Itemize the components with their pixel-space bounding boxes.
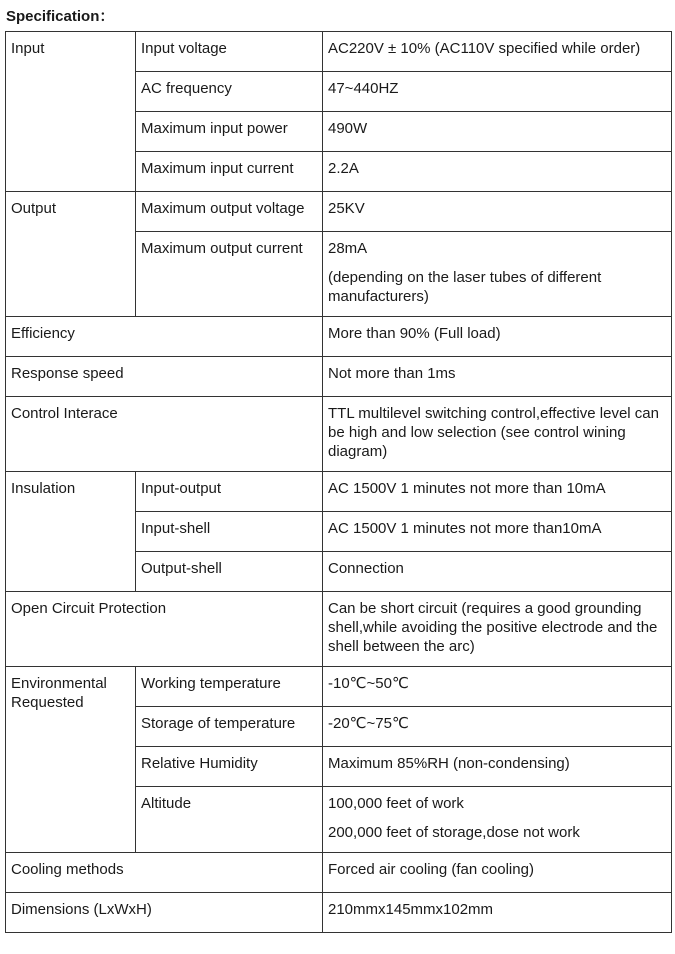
group-label-insulation: Insulation — [6, 472, 136, 592]
value-altitude — [323, 787, 672, 853]
table-row — [6, 357, 672, 397]
table-row — [6, 472, 672, 512]
param-ac-frequency: AC frequency — [136, 72, 323, 112]
label-cooling-methods: Cooling methods — [6, 853, 323, 893]
param-input-output: Input-output — [136, 472, 323, 512]
table-row — [6, 893, 672, 933]
value-relative-humidity: Maximum 85%RH (non-condensing) — [323, 747, 672, 787]
param-altitude: Altitude — [136, 787, 323, 853]
param-max-input-power: Maximum input power — [136, 112, 323, 152]
group-label-input: Input — [6, 32, 136, 192]
value-output-shell: Connection — [323, 552, 672, 592]
value-efficiency: More than 90% (Full load) — [323, 317, 672, 357]
table-row — [6, 592, 672, 667]
spec-heading: Specification： — [6, 8, 115, 25]
param-max-output-current: Maximum output current — [136, 232, 323, 317]
group-label-output: Output — [6, 192, 136, 317]
spec-table — [5, 31, 672, 933]
value-max-input-current: 2.2A — [323, 152, 672, 192]
value-storage-temperature: -20℃~75℃ — [323, 707, 672, 747]
value-ac-frequency: 47~440HZ — [323, 72, 672, 112]
table-row — [6, 397, 672, 472]
label-open-circuit-protection: Open Circuit Protection — [6, 592, 323, 667]
value-control-interface: TTL multilevel switching control,effective level can be high and low selection (see control wining diagram) — [323, 397, 672, 472]
value-max-output-current-main: 28mA — [328, 240, 368, 257]
label-dimensions: Dimensions (LxWxH) — [6, 893, 323, 933]
param-output-shell: Output-shell — [136, 552, 323, 592]
group-label-environmental: Environmental Requested — [6, 667, 136, 853]
param-input-voltage: Input voltage — [136, 32, 323, 72]
table-row — [6, 667, 672, 707]
value-dimensions: 210mmx145mmx102mm — [323, 893, 672, 933]
label-efficiency: Efficiency — [6, 317, 323, 357]
value-altitude-work: 100,000 feet of work — [328, 795, 464, 812]
value-max-input-power: 490W — [323, 112, 672, 152]
value-input-output: AC 1500V 1 minutes not more than 10mA — [323, 472, 672, 512]
value-altitude-storage: 200,000 feet of storage,dose not work — [328, 824, 580, 841]
label-control-interface: Control Interace — [6, 397, 323, 472]
param-max-output-voltage: Maximum output voltage — [136, 192, 323, 232]
table-row — [6, 192, 672, 232]
table-row — [6, 32, 672, 72]
value-working-temperature: -10℃~50℃ — [323, 667, 672, 707]
value-max-output-current — [323, 232, 672, 317]
param-input-shell: Input-shell — [136, 512, 323, 552]
value-open-circuit-protection: Can be short circuit (requires a good grounding shell,while avoiding the positive electrode and the shell between the arc) — [323, 592, 672, 667]
param-working-temperature: Working temperature — [136, 667, 323, 707]
value-max-output-voltage: 25KV — [323, 192, 672, 232]
value-input-shell: AC 1500V 1 minutes not more than10mA — [323, 512, 672, 552]
value-response-speed: Not more than 1ms — [323, 357, 672, 397]
table-row — [6, 317, 672, 357]
value-input-voltage: AC220V ± 10% (AC110V specified while order) — [323, 32, 672, 72]
param-storage-temperature: Storage of temperature — [136, 707, 323, 747]
param-relative-humidity: Relative Humidity — [136, 747, 323, 787]
value-max-output-current-note: (depending on the laser tubes of different manufacturers) — [328, 269, 602, 305]
table-row — [6, 853, 672, 893]
value-cooling-methods: Forced air cooling (fan cooling) — [323, 853, 672, 893]
label-response-speed: Response speed — [6, 357, 323, 397]
param-max-input-current: Maximum input current — [136, 152, 323, 192]
